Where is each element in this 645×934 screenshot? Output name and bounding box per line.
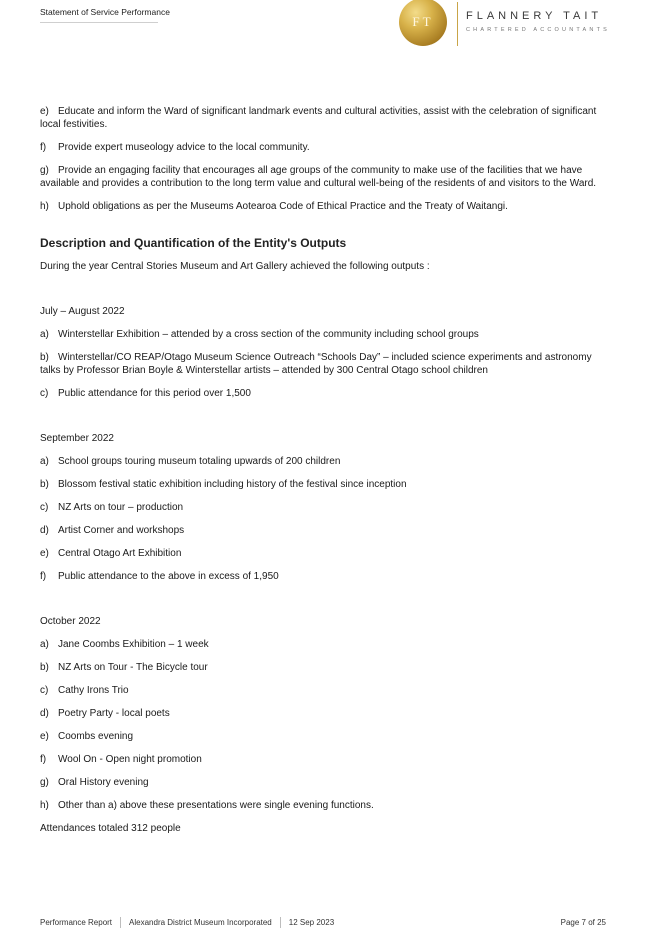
list-item-text: Uphold obligations as per the Museums Aotearoa Code of Ethical Practice and the Treaty of Waitangi.: [58, 201, 508, 212]
list-item: [40, 387, 605, 400]
page-header: [0, 0, 645, 60]
list-marker: h): [40, 201, 49, 212]
list-item-text: Provide an engaging facility that encourages all age groups of the community to make use of the facilities that we have available and provides a contribution to the long term value and cultural well-being of the residents of and visitors to the Ward.: [40, 165, 597, 189]
list-item-text: Coombs evening: [58, 731, 134, 742]
list-item: [40, 200, 605, 213]
list-marker: e): [40, 106, 49, 117]
list-item-text: Cathy Irons Trio: [58, 685, 129, 696]
list-marker: b): [40, 479, 49, 490]
list-item: [40, 776, 605, 789]
logo-firm-name: FLANNERY TAIT: [466, 10, 603, 22]
page-footer: [40, 917, 606, 928]
list-item-text: Blossom festival static exhibition including history of the festival since inception: [58, 479, 407, 490]
list-marker: a): [40, 329, 49, 340]
period-label: October 2022: [40, 616, 101, 627]
section-intro: During the year Central Stories Museum and Art Gallery achieved the following outputs :: [40, 261, 430, 272]
list-item-text: Winterstellar Exhibition – attended by a cross section of the community including school groups: [58, 329, 479, 340]
list-item: [40, 478, 605, 491]
list-marker: e): [40, 731, 49, 742]
list-item: [40, 141, 605, 154]
list-item: [40, 661, 605, 674]
section-heading: Description and Quantification of the Entity's Outputs: [40, 236, 347, 250]
list-item: [40, 524, 605, 537]
footer-entity: Alexandra District Museum Incorporated: [129, 918, 272, 927]
list-item-text: School groups touring museum totaling upwards of 200 children: [58, 456, 341, 467]
list-item-text: Wool On - Open night promotion: [58, 754, 202, 765]
attendance-summary: Attendances totaled 312 people: [40, 823, 181, 834]
document-body: [40, 105, 605, 845]
list-marker: a): [40, 639, 49, 650]
list-item-text: Jane Coombs Exhibition – 1 week: [58, 639, 209, 650]
footer-report: Performance Report: [40, 918, 113, 927]
list-item: [40, 799, 605, 812]
list-item-text: Poetry Party - local poets: [58, 708, 170, 719]
list-marker: f): [40, 571, 47, 582]
logo-initials: FT: [412, 14, 434, 29]
list-item: [40, 707, 605, 720]
period-block-october: [40, 615, 605, 835]
list-marker: h): [40, 800, 49, 811]
list-item-text: Educate and inform the Ward of significant landmark events and cultural activities, assist with the celebration of significant local festivities.: [40, 106, 597, 130]
list-item-text: Provide expert museology advice to the local community.: [58, 142, 310, 153]
list-item: [40, 753, 605, 766]
list-item-text: NZ Arts on Tour - The Bicycle tour: [58, 662, 208, 673]
logo-firm-subtitle: CHARTERED ACCOUNTANTS: [466, 27, 611, 33]
list-item-text: Central Otago Art Exhibition: [58, 548, 182, 559]
list-item-text: Public attendance to the above in excess of 1,950: [58, 571, 279, 582]
list-item: [40, 547, 605, 560]
list-marker: d): [40, 708, 49, 719]
list-item-text: Oral History evening: [58, 777, 149, 788]
list-item: [40, 105, 605, 131]
list-item-text: Other than a) above these presentations were single evening functions.: [58, 800, 374, 811]
list-item: [40, 638, 605, 651]
list-marker: c): [40, 502, 49, 513]
list-item-text: Public attendance for this period over 1,500: [58, 388, 251, 399]
footer-page-number: Page 7 of 25: [560, 918, 606, 927]
list-item-text: Winterstellar/CO REAP/Otago Museum Science Outreach “Schools Day” – included science experiments and astronomy talks by Professor Brian Boyle & Winterstellar artists – attended by 300 Central Otago school children: [40, 352, 592, 376]
period-block-july-august: [40, 305, 605, 400]
firm-logo-icon: [399, 0, 447, 46]
list-item: [40, 328, 605, 341]
list-item: [40, 455, 605, 468]
list-marker: d): [40, 525, 49, 536]
footer-date: 12 Sep 2023: [288, 918, 335, 927]
logo-divider: [457, 2, 458, 46]
list-marker: b): [40, 662, 49, 673]
list-marker: e): [40, 548, 49, 559]
list-item: [40, 684, 605, 697]
list-item: [40, 351, 605, 377]
period-label: July – August 2022: [40, 306, 125, 317]
list-marker: g): [40, 165, 49, 176]
intro-list: [40, 105, 605, 213]
header-title: Statement of Service Performance: [40, 7, 170, 17]
header-rule: [40, 22, 158, 23]
list-marker: f): [40, 754, 47, 765]
list-item-text: Artist Corner and workshops: [58, 525, 185, 536]
list-marker: b): [40, 352, 49, 363]
list-item: [40, 730, 605, 743]
list-item: [40, 570, 605, 583]
list-marker: c): [40, 388, 49, 399]
list-item: [40, 164, 605, 190]
list-marker: f): [40, 142, 47, 153]
list-item: [40, 501, 605, 514]
period-block-september: [40, 432, 605, 583]
list-marker: a): [40, 456, 49, 467]
footer-divider: [120, 917, 121, 928]
list-marker: c): [40, 685, 49, 696]
list-item-text: NZ Arts on tour – production: [58, 502, 184, 513]
period-label: September 2022: [40, 433, 114, 444]
list-marker: g): [40, 777, 49, 788]
footer-divider: [280, 917, 281, 928]
